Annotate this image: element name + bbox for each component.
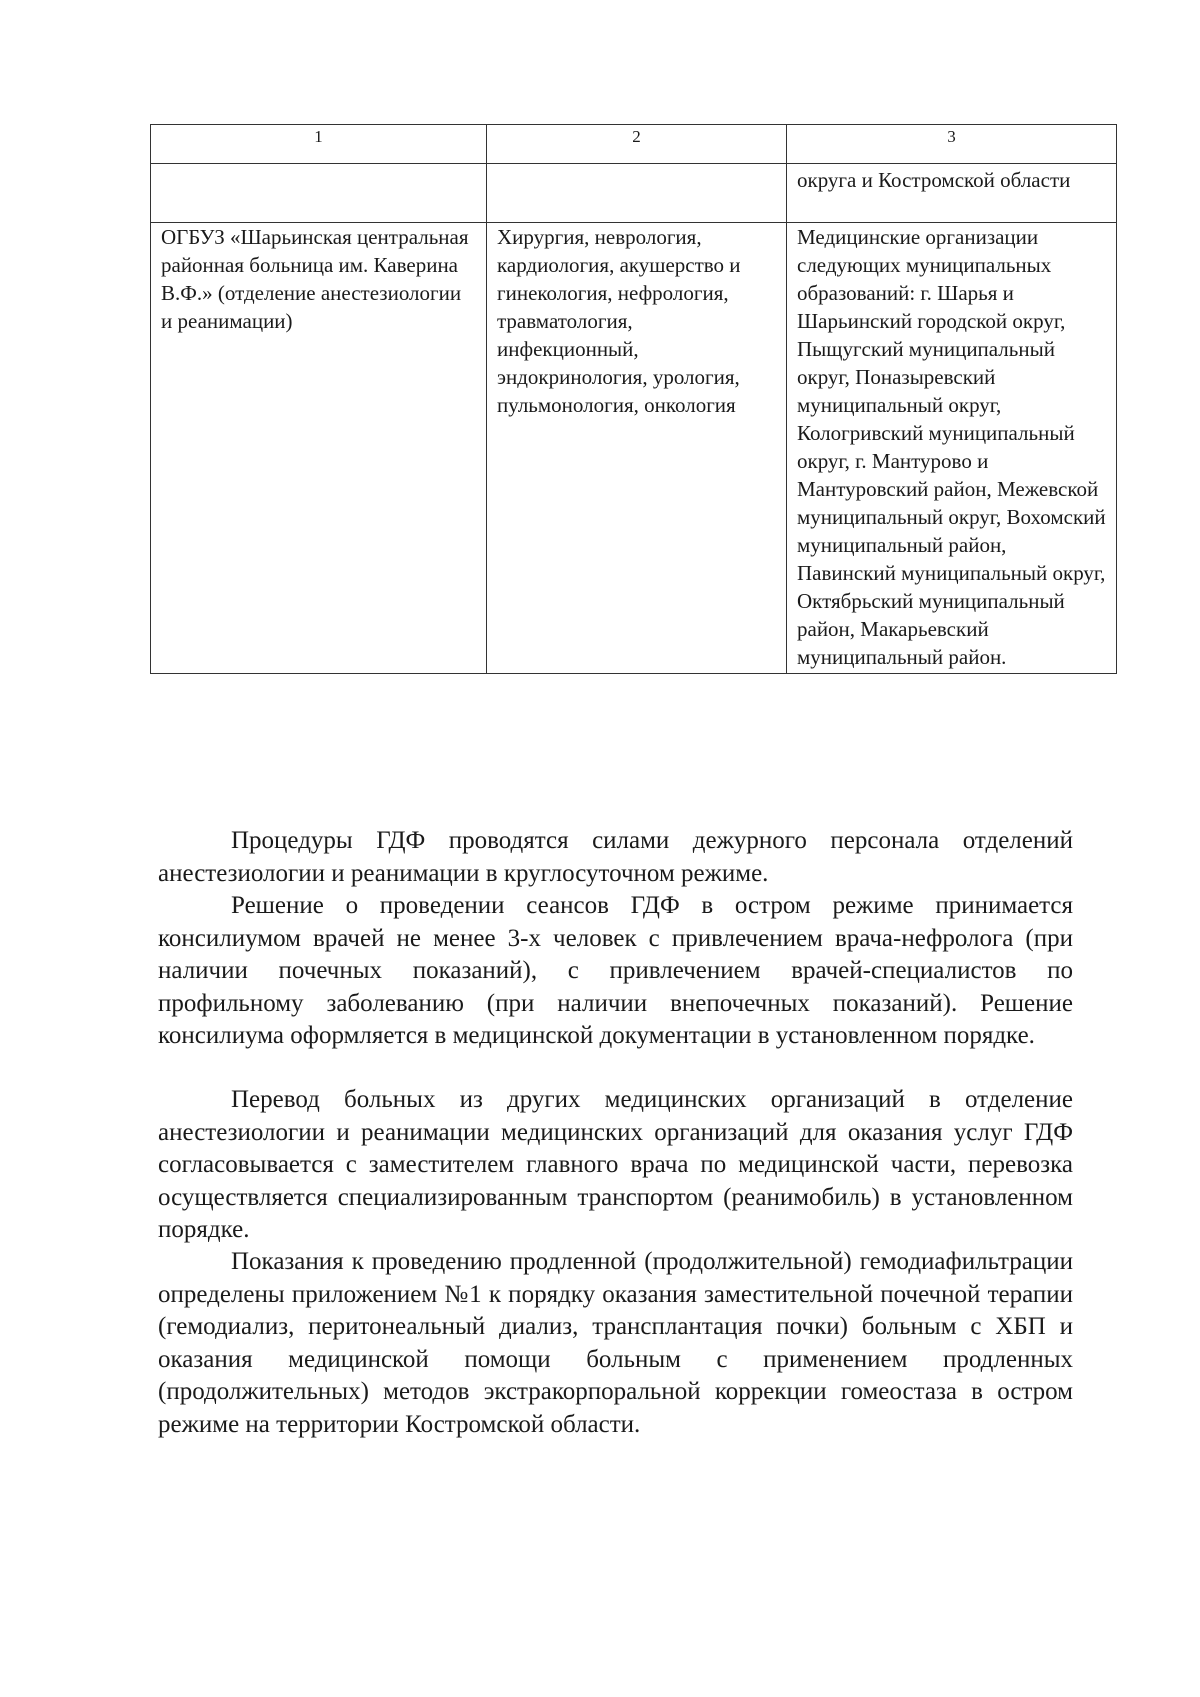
column-number-1: 1 [151, 125, 487, 164]
column-number-3: 3 [787, 125, 1117, 164]
organizations-table [150, 124, 1117, 674]
cell-profiles [487, 164, 787, 223]
cell-territories: округа и Костромской области [787, 164, 1117, 223]
cell-organization [151, 164, 487, 223]
cell-organization: ОГБУЗ «Шарьинская центральная районная больница им. Каверина В.Ф.» (отделение анестезиологии и реанимации) [151, 223, 487, 674]
column-number-2: 2 [487, 125, 787, 164]
table-row-continuation [151, 164, 1117, 223]
cell-territories: Медицинские организации следующих муниципальных образований: г. Шарья и Шарьинский городской округ, Пыщугский муниципальный округ, Поназыревский муниципальный округ, Кологривский муниципальный округ, г. Мантурово и Мантуровский район, Межевской муниципальный округ, Вохомский муниципальный район, Павинский муниципальный округ, Октябрьский муниципальный район, Макарьевский муниципальный район. [787, 223, 1117, 674]
paragraph-indications: Показания к проведению продленной (продолжительной) гемодиафильтрации определены приложением №1 к порядку оказания заместительной почечной терапии (гемодиализ, перитонеальный диализ, трансплантация почки) больным с ХБП и оказания медицинской помощи больным с применением продленных (продолжительных) методов экстракорпоральной коррекции гомеостаза в остром режиме на территории Костромской области. [158, 1248, 1073, 1438]
paragraph-decision: Решение о проведении сеансов ГДФ в остром режиме принимается консилиумом врачей не менее 3-х человек с привлечением врача-нефролога (при наличии почечных показаний), с привлечением врачей-специалистов по профильному заболеванию (при наличии внепочечных показаний). Решение консилиума оформляется в медицинской документации в установленном порядке. [158, 892, 1073, 1049]
table-header-row [151, 125, 1117, 164]
table-row [151, 223, 1117, 674]
paragraph-transfer: Перевод больных из других медицинских организаций в отделение анестезиологии и реанимации медицинских организаций для оказания услуг ГДФ согласовывается с заместителем главного врача по медицинской части, перевозка осуществляется специализированным транспортом (реанимобиль) в установленном порядке. [158, 1086, 1073, 1243]
paragraph-procedures: Процедуры ГДФ проводятся силами дежурного персонала отделений анестезиологии и реанимации в круглосуточном режиме. [158, 827, 1073, 887]
cell-profiles: Хирургия, неврология, кардиология, акушерство и гинекология, нефрология, травматология, инфекционный, эндокринология, урология, пульмонология, онкология [487, 223, 787, 674]
